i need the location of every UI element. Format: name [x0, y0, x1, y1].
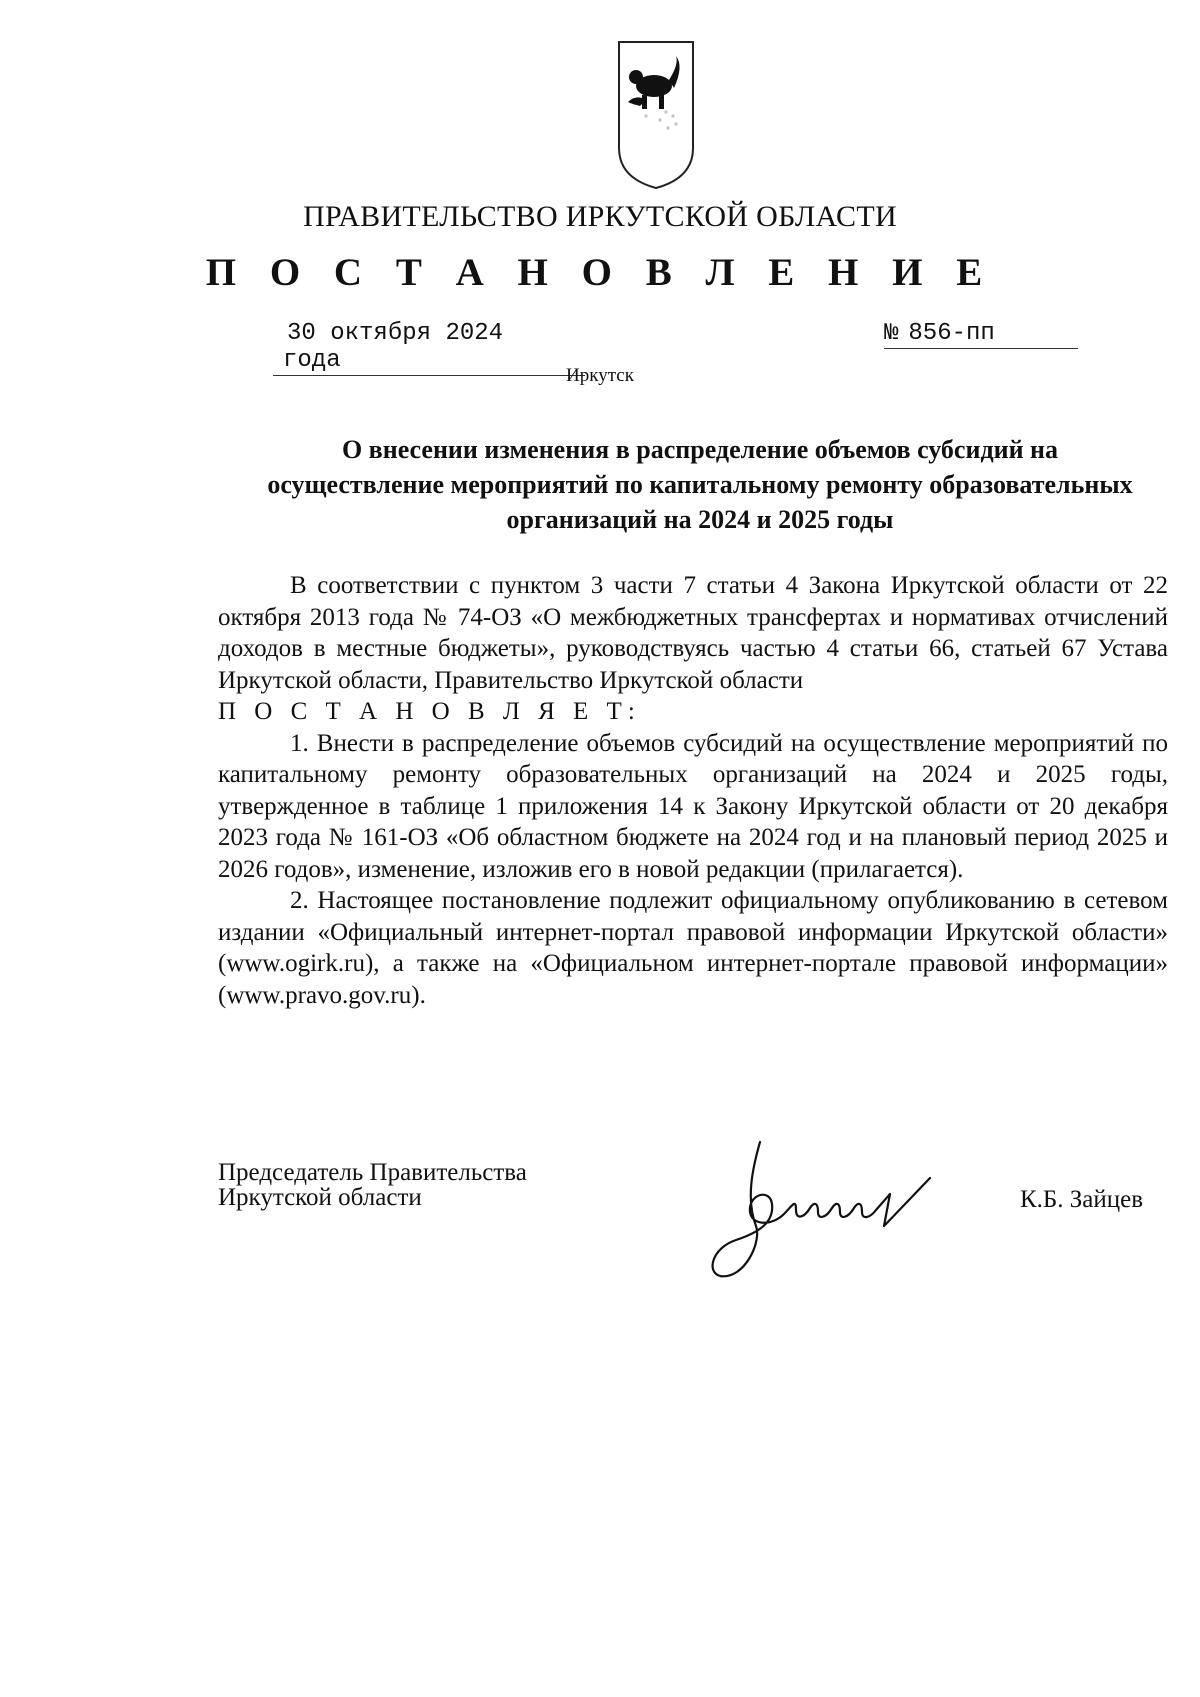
number-prefix: № [884, 320, 899, 347]
subject-line-3: организаций на 2024 и 2025 годы [506, 505, 894, 534]
date-month-year: октября 2024 [330, 320, 504, 347]
decree-body [218, 570, 1168, 1011]
signatory-role [218, 1160, 527, 1210]
coat-of-arms-icon [616, 40, 696, 190]
date-suffix: года [283, 347, 341, 374]
role-line-1: Председатель Правительства [218, 1159, 527, 1186]
date-day: 30 [287, 320, 316, 347]
handwritten-signature [700, 1130, 950, 1290]
decree-number [884, 320, 1078, 349]
subject-line-1: О внесении изменения в распределение объемов субсидий на [341, 435, 1059, 464]
signatory-name: К.Б. Зайцев [1020, 1186, 1144, 1213]
item-1-paragraph: 1. Внести в распределение объемов субсидий на осуществление мероприятий по капитальному ремонту образовательных организаций на 2024 и 2025 годы, утвержденное в таблице 1 приложения 14 к Закону Иркутской области от 20 декабря 2023 года № 161-ОЗ «Об областном бюджете на 2024 год и на плановый период 2025 и 2026 годов», изменение, изложив его в новой редакции (прилагается). [218, 729, 1168, 883]
resolves-heading: П О С Т А Н О В Л Я Е Т: [218, 698, 641, 725]
role-line-2: Иркутской области [218, 1184, 422, 1211]
city: Иркутск [566, 365, 634, 386]
preamble-paragraph: В соответствии с пунктом 3 части 7 статьи 4 Закона Иркутской области от 22 октября 2013 года № 74-ОЗ «О межбюджетных трансфертах и нормативах отчислений доходов в местные бюджеты», руководствуясь частью 4 статьи 66, статьей 67 Устава Иркутской области, Правительство Иркутской области [218, 572, 1168, 694]
number-value: 856-пп [908, 320, 995, 347]
decree-subject [200, 432, 1200, 537]
subject-line-2: осуществление мероприятий по капитальному ремонту образовательных [267, 470, 1133, 499]
document-type-title: П О С Т А Н О В Л Е Н И Е [205, 251, 995, 294]
government-title: ПРАВИТЕЛЬСТВО ИРКУТСКОЙ ОБЛАСТИ [303, 200, 897, 233]
item-2-paragraph: 2. Настоящее постановление подлежит официальному опубликованию в сетевом издании «Официальный интернет-портал правовой информации Иркутской области» (www.ogirk.ru), а также на «Официальном интернет-портале правовой информации» (www.pravo.gov.ru). [218, 887, 1168, 1009]
